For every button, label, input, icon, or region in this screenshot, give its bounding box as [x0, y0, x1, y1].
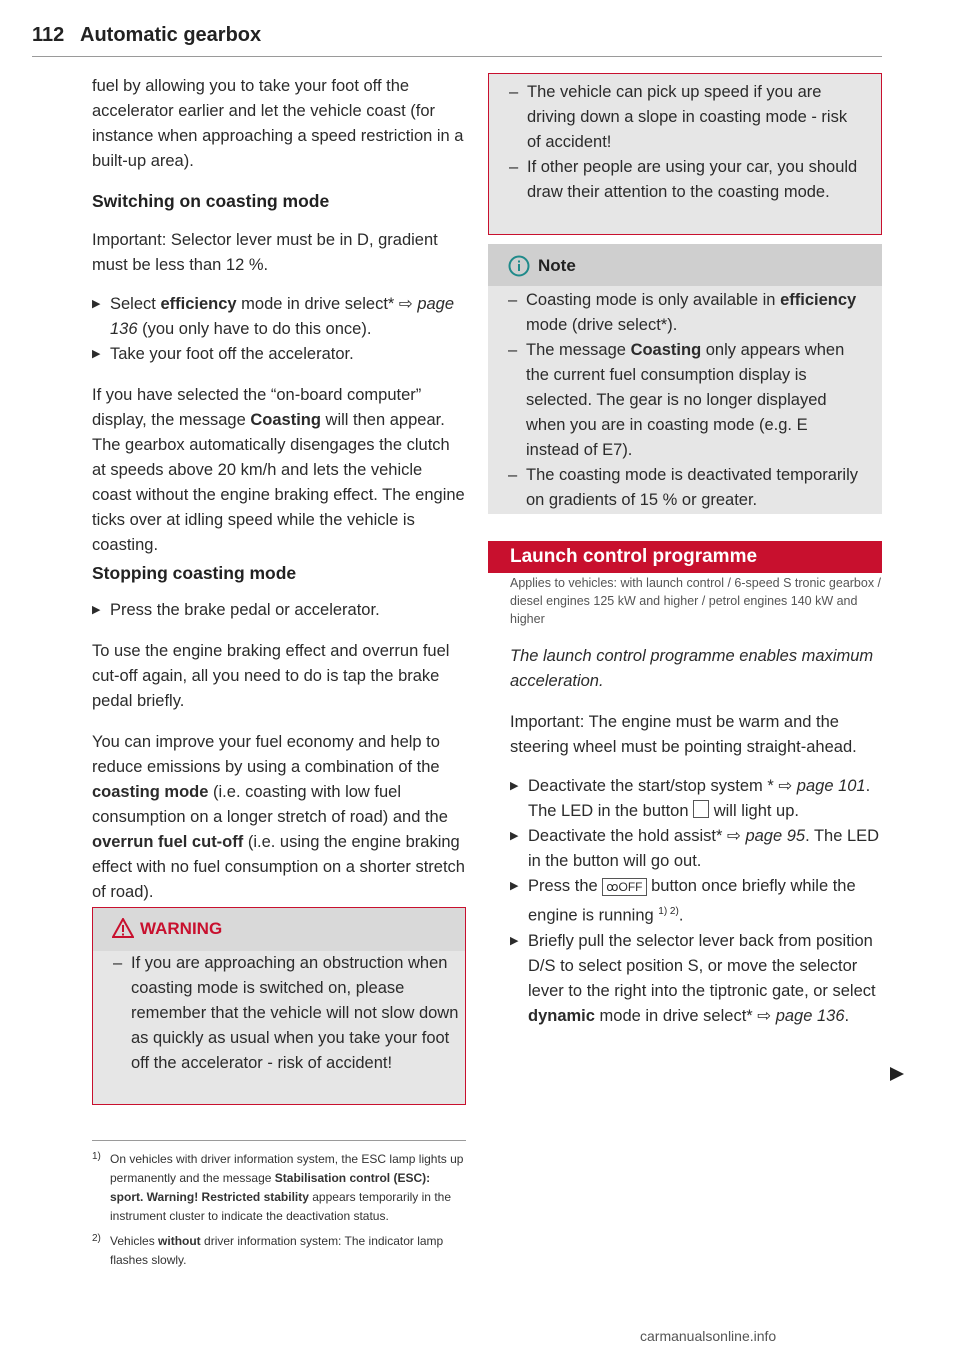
- page-number: 112: [32, 24, 65, 46]
- warning-item-slope: – The vehicle can pick up speed if you are driving down a slope in coasting mode - risk of accident!: [509, 83, 848, 151]
- page-ref-136[interactable]: ⇨ page 136: [110, 295, 455, 338]
- step-selector-lever: ▶ Briefly pull the selector lever back from position D/S to select position S, or move the selector lever to the right into the tiptronic gate, or select dynamic mode in drive select* ⇨ page 136.: [510, 931, 876, 1025]
- chapter-title: Automatic gearbox: [80, 24, 262, 46]
- footnote-1: 1) On vehicles with driver information system, the ESC lamp lights up permanently and the message Stabilisation control (ESC): sport. Warning! Restricted stability appears temporarily in the instrument cluster to indicate the deactivation status.: [92, 1151, 464, 1223]
- footnotes: [92, 1150, 466, 1270]
- step-esc-off: ▶ Press the ꝏOFF button once briefly while the engine is running $^{1) 2)}$.: [510, 877, 856, 925]
- note-body: [488, 286, 882, 514]
- switch-important: Important: Selector lever must be in D, gradient must be less than 12 %.: [92, 231, 438, 274]
- page-ref-95[interactable]: ⇨ page 95: [727, 827, 806, 845]
- warning-label: WARNING: [140, 919, 223, 938]
- page-ref-101[interactable]: ⇨ page 101: [778, 777, 866, 795]
- footnote-divider: [92, 1140, 466, 1141]
- bullet-press-brake: ▶ Press the brake pedal or accelerator.: [92, 601, 380, 619]
- launch-section: [510, 574, 882, 1029]
- note-item-gradients: – The coasting mode is deactivated temporarily on gradients of 15 % or greater.: [508, 466, 858, 509]
- bullet-take-foot-off: ▶ Take your foot off the accelerator.: [92, 345, 354, 363]
- engine-braking-paragraph: To use the engine braking effect and overrun fuel cut-off again, all you need to do is tap the brake pedal briefly.: [92, 642, 450, 710]
- esc-off-button-icon: ꝏOFF: [602, 878, 646, 896]
- watermark: carmanualsonline.info: [640, 1328, 777, 1344]
- step-start-stop: ▶ Deactivate the start/stop system * ⇨ page 101. The LED in the button will light up.: [510, 777, 871, 820]
- footnote-2: 2) Vehicles without driver information system: The indicator lamp flashes slowly.: [92, 1233, 444, 1267]
- important-text: Important: The engine must be warm and the steering wheel must be pointing straight-ahead.: [510, 713, 857, 756]
- note-header: [488, 244, 882, 286]
- coasting-message-paragraph: If you have selected the “on-board computer” display, the message Coasting will then appear. The gearbox automatically disengages the clutch at speeds above 20 km/h and lets the vehicle coast without the engine braking effect. The engine ticks over at idling speed while the vehicle is coasting.: [92, 386, 465, 554]
- note-item-message: – The message Coasting only appears when the current fuel consumption display is selected. The gear is no longer displayed when you are in coasting mode (e.g. E instead of E7).: [508, 341, 845, 459]
- note-item-efficiency: – Coasting mode is only available in efficiency mode (drive select*).: [508, 291, 857, 334]
- stop-heading: Stopping coasting mode: [92, 563, 297, 583]
- section-banner: [488, 541, 882, 573]
- applies-to: Applies to vehicles: with launch control / 6-speed S tronic gearbox / diesel engines 125 kW and higher / petrol engines 140 kW and higher: [510, 576, 882, 626]
- stop-section: [92, 563, 466, 905]
- note-label: Note: [538, 256, 576, 275]
- warning-item: – If you are approaching an obstruction when coasting mode is switched on, please remember that the vehicle will not slow down as quickly as usual when you take your foot off the accelerator - risk of accident!: [113, 954, 459, 1072]
- intro-paragraph: fuel by allowing you to take your foot off the accelerator earlier and let the vehicle coast (for instance when approaching a speed restriction in a built-up area).: [92, 77, 464, 170]
- switch-heading: Switching on coasting mode: [92, 191, 330, 211]
- warning-item-others: – If other people are using your car, you should draw their attention to the coasting mode.: [509, 158, 858, 201]
- fuel-economy-paragraph: You can improve your fuel economy and help to reduce emissions by using a combination of the coasting mode (i.e. coasting with low fuel consumption on a longer stretch of road) and the overrun fuel cut-off (i.e. using the engine braking effect with no fuel consumption on a shorter stretch of road).: [92, 733, 465, 901]
- left-intro: [92, 74, 466, 174]
- switch-section: [92, 191, 466, 558]
- warning-box-border: [92, 907, 466, 1105]
- lead-text: The launch control programme enables maximum acceleration.: [510, 647, 874, 690]
- continue-arrow-icon: [890, 1067, 904, 1081]
- bullet-select-efficiency: ▶ Select efficiency mode in drive select* ⇨ page 136 (you only have to do this once).: [92, 295, 455, 338]
- page-header: [32, 20, 882, 57]
- start-stop-button-icon: [693, 800, 709, 818]
- warning-continued-box: [488, 73, 882, 235]
- step-hold-assist: ▶ Deactivate the hold assist* ⇨ page 95. The LED in the button will go out.: [510, 827, 880, 870]
- info-icon: [508, 255, 530, 277]
- page-ref-136-b[interactable]: ⇨ page 136: [757, 1006, 845, 1025]
- banner-title: Launch control programme: [510, 546, 758, 567]
